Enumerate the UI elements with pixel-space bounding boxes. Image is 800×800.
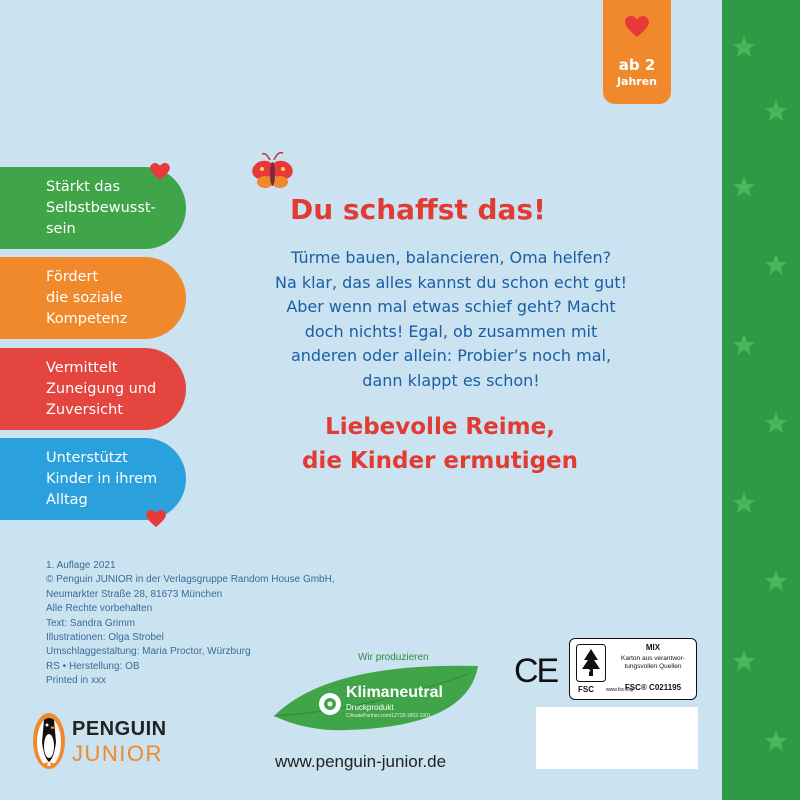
imprint-line: © Penguin JUNIOR in der Verlagsgruppe Random House GmbH, xyxy=(46,574,335,586)
age-sub: Jahren xyxy=(616,75,658,88)
fsc-label-box xyxy=(569,638,697,700)
star-icon xyxy=(733,650,755,671)
headline: Du schaffst das! xyxy=(290,193,546,226)
publisher-logo-word1: PENGUIN xyxy=(72,718,167,740)
slogan: Liebevolle Reime, die Kinder ermutigen xyxy=(301,414,579,474)
spine xyxy=(722,0,800,800)
climate-neutral-badge xyxy=(268,648,488,738)
star-icon xyxy=(765,412,787,433)
star-icon xyxy=(733,36,755,57)
barcode-area xyxy=(536,707,698,769)
imprint-line: Printed in xxx xyxy=(46,675,107,687)
imprint-line: Alle Rechte vorbehalten xyxy=(46,603,153,615)
website-url: www.penguin-junior.de xyxy=(275,752,447,771)
fsc-label: FSC xyxy=(578,685,594,694)
feature-tab-everyday xyxy=(0,438,186,520)
star-icon xyxy=(765,570,787,591)
fsc-tree-icon xyxy=(576,644,606,682)
climate-tiny: ClimatePartner.com/12719-1802-1001 xyxy=(346,713,431,719)
spine-stars xyxy=(722,0,800,800)
penguin-logo-icon xyxy=(32,712,66,770)
feature-tab-label: Stärkt das Selbstbewusst- sein xyxy=(46,178,156,237)
imprint-line: Umschlaggestaltung: Maria Proctor, Würzburg xyxy=(46,646,251,658)
fsc-mix: MIX xyxy=(645,643,661,652)
climate-title: Klimaneutral xyxy=(346,684,443,701)
feature-tab-label: Vermittelt Zuneigung und Zuversicht xyxy=(46,359,157,418)
climate-subtitle: Druckprodukt xyxy=(346,703,394,712)
fsc-code: FSC® C021195 xyxy=(624,683,682,692)
ce-mark: CE xyxy=(514,652,558,690)
star-icon xyxy=(733,492,755,513)
feature-tab-affection xyxy=(0,348,186,430)
publisher-logo-word2: JUNIOR xyxy=(72,741,163,766)
feature-tab-label: Unterstützt Kinder in ihrem Alltag xyxy=(46,449,158,508)
imprint-line: RS • Herstellung: OB xyxy=(46,660,140,672)
star-icon xyxy=(765,730,787,751)
star-icon xyxy=(765,100,787,121)
feature-tab-social xyxy=(0,257,186,339)
imprint-line: Text: Sandra Grimm xyxy=(46,617,135,629)
fsc-description: Karton aus verantwor- tungsvollen Quellen xyxy=(621,655,685,670)
fsc-url: www.fsc.org xyxy=(606,687,633,693)
star-icon xyxy=(765,254,787,275)
heart-icon xyxy=(625,16,649,38)
climate-top: Wir produzieren xyxy=(358,652,429,663)
butterfly-icon xyxy=(250,150,296,194)
imprint-line: Neumarkter Straße 28, 81673 München xyxy=(46,588,223,600)
star-icon xyxy=(733,334,755,355)
heart-icon xyxy=(146,510,166,528)
imprint-line: Illustrationen: Olga Strobel xyxy=(46,632,164,644)
heart-icon xyxy=(150,163,170,181)
age-main: ab 2 xyxy=(618,56,656,74)
age-badge xyxy=(603,0,671,104)
feature-tab-label: Fördert die soziale Kompetenz xyxy=(46,268,128,327)
imprint-line: 1. Auflage 2021 xyxy=(46,560,116,571)
star-icon xyxy=(733,176,755,197)
body-text: Türme bauen, balancieren, Oma helfen? Na klar, das alles kannst du schon echt gut! Aber wenn mal etwas schief geht? Macht doch nichts! Egal, ob zusammen mit anderen oder allein: Probier’s noch mal, dann klappt es schon! xyxy=(274,248,628,390)
